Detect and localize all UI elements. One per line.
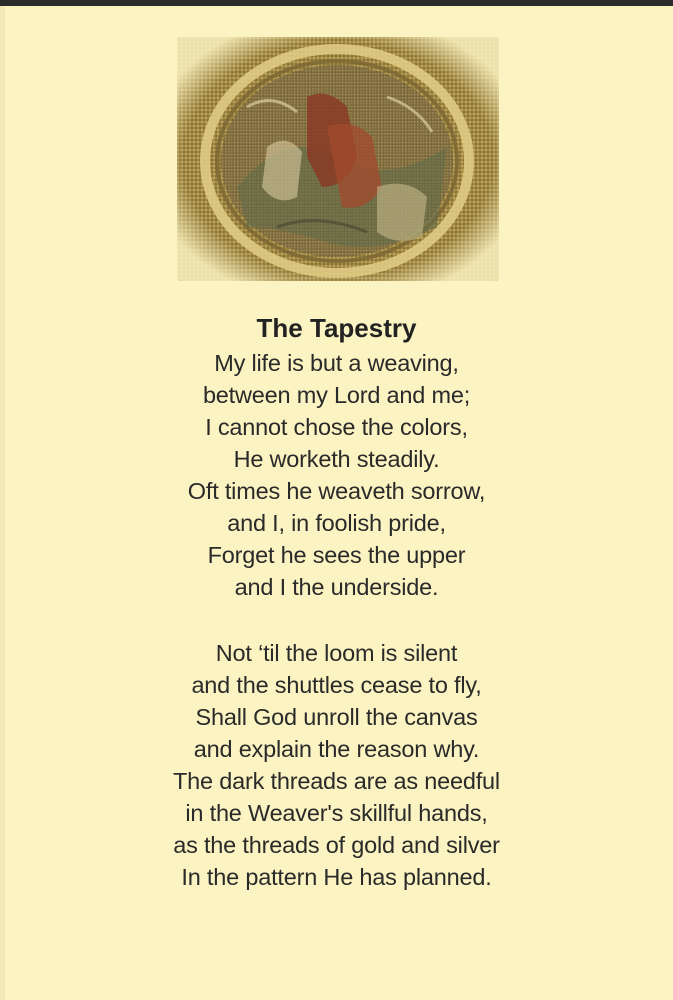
poem-line: between my Lord and me; [202, 382, 471, 408]
poem-line: Not ‘til the loom is silent [215, 640, 458, 666]
poem-line: and I the underside. [234, 574, 439, 600]
poem-line: I cannot chose the colors, [205, 414, 468, 440]
poem-line: He worketh steadily. [233, 446, 440, 472]
stanza-1 [0, 347, 673, 603]
poem-line: in the Weaver's skillful hands, [185, 800, 488, 826]
poem-line: as the threads of gold and silver [173, 832, 500, 858]
poem-line: Forget he sees the upper [207, 542, 466, 568]
poem-line: Shall God unroll the canvas [195, 704, 478, 730]
stanza-gap [0, 603, 673, 637]
poem-line: My life is but a weaving, [214, 350, 459, 376]
poem-line: The dark threads are as needful [173, 768, 500, 794]
poem-title: The Tapestry [256, 313, 417, 343]
poem-line: and the shuttles cease to fly, [191, 672, 482, 698]
poem-line: and I, in foolish pride, [227, 510, 446, 536]
stanza-2 [0, 637, 673, 893]
poem-line: and explain the reason why. [193, 736, 480, 762]
poem-line: In the pattern He has planned. [181, 864, 492, 890]
poem [0, 309, 673, 893]
poem-line: Oft times he weaveth sorrow, [187, 478, 486, 504]
tapestry-image [177, 37, 499, 281]
poem-card [0, 6, 673, 1000]
